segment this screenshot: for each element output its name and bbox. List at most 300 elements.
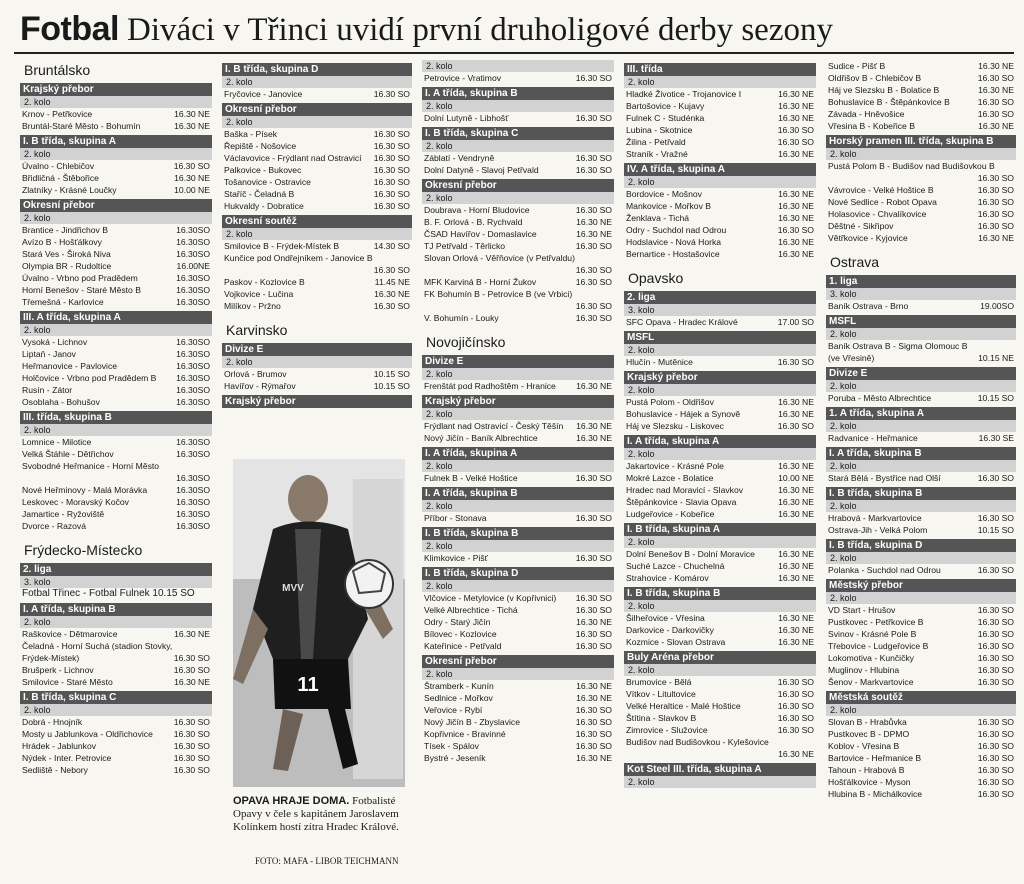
match-time [210, 460, 212, 472]
match-teams: Dolní Lutyně - Libhošť [424, 113, 509, 123]
league-section [826, 275, 1016, 312]
round-label: 2. kolo [624, 664, 816, 676]
round-label: 2. kolo [422, 540, 614, 552]
match-time: 16.30 NE [374, 289, 410, 299]
match-teams [224, 264, 374, 276]
match-time: 10.00 NE [778, 473, 814, 483]
match-row [20, 652, 212, 664]
league-header: I. A třída, skupina A [624, 435, 816, 448]
match-row [826, 676, 1016, 688]
league-section [222, 395, 412, 408]
round-label: 2. kolo [422, 580, 614, 592]
match-time: 16.30 SO [977, 753, 1014, 763]
player-illustration [233, 459, 405, 787]
match-row [20, 284, 212, 296]
match-row [422, 112, 614, 124]
match-time: 16.30 NE [778, 237, 814, 247]
match-time: 16.30 NE [778, 637, 814, 647]
match-time: 16.30 SO [373, 165, 410, 175]
match-time [612, 252, 614, 264]
match-teams: Frýdek-Místek) [22, 653, 80, 663]
match-row [222, 140, 412, 152]
round-label: 2. kolo [826, 500, 1016, 512]
match-row [826, 160, 1016, 172]
match-time: 16.30 SO [575, 301, 612, 311]
match-teams: Mokré Lazce - Bolatice [626, 473, 714, 483]
match-row [20, 740, 212, 752]
match-teams: Háj ve Slezsku B - Bolatice B [828, 85, 940, 95]
match-row [20, 728, 212, 740]
match-time: 16.30 SO [173, 161, 210, 171]
match-teams: Kopřivnice - Bravinné [424, 729, 506, 739]
match-teams: Větřkovice - Kyjovice [828, 233, 908, 243]
match-time: 16.30SO [176, 337, 210, 347]
match-time: 16.30 SO [575, 277, 612, 287]
match-row [826, 120, 1016, 132]
region-heading: Bruntálsko [24, 62, 91, 78]
match-row [20, 360, 212, 372]
match-row [20, 508, 212, 520]
match-row [20, 520, 212, 532]
match-teams: Baník Ostrava B - Sigma Olomouc B [828, 341, 968, 351]
match-time: 16.30 SO [575, 113, 612, 123]
match-time: 16.30 SO [575, 717, 612, 727]
match-time: 16.30 SO [575, 513, 612, 523]
match-teams: Baník Ostrava - Brno [828, 301, 909, 311]
match-teams: Smilovice B - Frýdek-Místek B [224, 241, 340, 251]
league-section [826, 447, 1016, 484]
round-label: 2. kolo [222, 76, 412, 88]
match-teams: Příbor - Stonava [424, 513, 487, 523]
match-teams: Tísek - Spálov [424, 741, 479, 751]
match-time: 16.30 SO [977, 197, 1014, 207]
league-section [422, 447, 614, 484]
match-time: 16.30SO [176, 349, 210, 359]
match-teams: Avízo B - Hošťálkovy [22, 237, 102, 247]
league-header: I. B třída, skupina B [624, 587, 816, 600]
region-heading: Karvinsko [226, 322, 288, 338]
match-teams: Bílovec - Kozlovice [424, 629, 497, 639]
match-row [624, 136, 816, 148]
round-label: 2. kolo [20, 96, 212, 108]
match-teams: Doubrava - Horní Bludovice [424, 205, 530, 215]
match-row [826, 340, 1016, 352]
match-row [20, 120, 212, 132]
match-time: 19.00SO [980, 301, 1014, 311]
match-teams: Palkovice - Bukovec [224, 165, 302, 175]
league-section [624, 331, 816, 368]
league-header: I. A třída, skupina A [422, 447, 614, 460]
match-row [20, 664, 212, 676]
round-label: 2. kolo [826, 420, 1016, 432]
match-row [624, 636, 816, 648]
match-teams: Nový Jičín - Baník Albrechtice [424, 433, 538, 443]
match-teams: Odry - Starý Jičín [424, 617, 491, 627]
match-teams: Pustkovec B - DPMO [828, 729, 910, 739]
match-time: 16.30 SO [977, 109, 1014, 119]
match-row [826, 716, 1016, 728]
league-header: Divize E [222, 343, 412, 356]
league-header: Okresní přebor [422, 655, 614, 668]
round-label: 2. kolo [826, 460, 1016, 472]
match-teams: Štramberk - Kunín [424, 681, 494, 691]
league-header: IV. A třída, skupina A [624, 163, 816, 176]
league-header: Okresní přebor [20, 199, 212, 212]
round-label: 2. kolo [422, 368, 614, 380]
league-section [20, 62, 212, 78]
match-row [624, 112, 816, 124]
match-time: 10.15 SO [977, 393, 1014, 403]
match-teams: Straník - Vražné [626, 149, 688, 159]
match-time: 16.30 SO [977, 173, 1014, 183]
match-time: 16.30 NE [778, 189, 814, 199]
match-row [20, 224, 212, 236]
match-teams: Úvalno - Chlebičov [22, 161, 95, 171]
match-time: 16.30 SO [173, 665, 210, 675]
league-section [20, 563, 212, 600]
match-row [422, 252, 614, 264]
match-time: 16.30SO [176, 397, 210, 407]
match-teams [828, 172, 978, 184]
match-row [624, 124, 816, 136]
match-teams: Oldřišov B - Chlebičov B [828, 73, 922, 83]
match-teams: Milíkov - Pržno [224, 301, 281, 311]
match-teams: Vojkovice - Lučina [224, 289, 294, 299]
match-time [195, 588, 197, 599]
match-teams: Klimkovice - Pišť [424, 553, 488, 563]
league-section [20, 83, 212, 132]
match-row [826, 752, 1016, 764]
league-section [20, 311, 212, 408]
league-section [422, 487, 614, 524]
match-teams: Slovan Orlová - Věřňovice (v Petřvaldu) [424, 253, 575, 263]
match-row [20, 260, 212, 272]
match-time: 16.30 SO [575, 241, 612, 251]
match-time: 16.30SO [176, 473, 210, 483]
match-time: 16.30SO [176, 385, 210, 395]
match-teams: Velké Heraltice - Malé Hoštice [626, 701, 741, 711]
match-row [20, 348, 212, 360]
match-row [20, 296, 212, 308]
match-teams: Dvorce - Razová [22, 521, 86, 531]
match-row [624, 548, 816, 560]
match-teams: Svinov - Krásné Pole B [828, 629, 917, 639]
match-time: 16.00NE [176, 261, 210, 271]
match-time: 16.30 SO [977, 73, 1014, 83]
round-label: 2. kolo [826, 552, 1016, 564]
league-section [422, 655, 614, 764]
region-heading: Novojičínsko [426, 334, 506, 350]
match-time: 16.30SO [176, 373, 210, 383]
match-time: 16.30 SO [777, 689, 814, 699]
league-section [624, 291, 816, 328]
match-row [624, 624, 816, 636]
match-teams: Petrovice - Vratimov [424, 73, 502, 83]
round-label: 2. kolo [422, 408, 614, 420]
match-time: 16.30 NE [576, 421, 612, 431]
match-time: 16.30 SO [777, 357, 814, 367]
match-time: 16.30SO [176, 225, 210, 235]
match-row [826, 108, 1016, 120]
league-section [826, 254, 1016, 270]
match-teams: Lokomotiva - Kunčičky [828, 653, 914, 663]
match-teams: ČSAD Havířov - Domaslavice [424, 229, 537, 239]
match-time [814, 736, 816, 748]
match-teams: Zlatníky - Krásné Loučky [22, 185, 117, 195]
match-time: 16.30SO [176, 449, 210, 459]
match-teams: Fulnek B - Velké Hoštice [424, 473, 518, 483]
match-row [20, 752, 212, 764]
match-row [422, 240, 614, 252]
match-teams: Děštné - Sikřipov [828, 221, 894, 231]
league-header: 1. liga [826, 275, 1016, 288]
match-row [624, 508, 816, 520]
photo-caption [233, 795, 411, 834]
league-section [826, 691, 1016, 800]
match-time: 11.45 NE [374, 277, 410, 287]
match-teams: Nový Jičín B - Zbyslavice [424, 717, 520, 727]
round-label: 2. kolo [20, 212, 212, 224]
match-teams: Štěpánkovice - Slavia Opava [626, 497, 737, 507]
match-teams: Baška - Písek [224, 129, 278, 139]
round-label: 2. kolo [222, 228, 412, 240]
match-time: 16.30SO [176, 509, 210, 519]
match-row [624, 224, 816, 236]
league-section [624, 371, 816, 432]
match-time: 16.30 SO [777, 713, 814, 723]
match-row [422, 552, 614, 564]
league-header: Okresní soutěž [222, 215, 412, 228]
match-teams: Bruntál-Staré Město - Bohumín [22, 121, 141, 131]
league-section [826, 60, 1016, 132]
match-row [20, 460, 212, 472]
match-time: 16.30 NE [778, 485, 814, 495]
match-row [826, 652, 1016, 664]
match-row [624, 700, 816, 712]
match-row [826, 564, 1016, 576]
match-row [826, 628, 1016, 640]
match-row [422, 164, 614, 176]
match-row [826, 60, 1016, 72]
match-time: 16.30SO [176, 237, 210, 247]
match-time: 16.30 SO [977, 565, 1014, 575]
match-teams: Čeladná - Horní Suchá (stadion Stovky, [22, 641, 173, 651]
match-teams: MFK Karviná B - Horní Žukov [424, 277, 537, 287]
match-teams: Jakartovice - Krásné Pole [626, 461, 724, 471]
match-teams [626, 748, 778, 760]
league-section [20, 691, 212, 776]
match-teams: Liptaň - Janov [22, 349, 76, 359]
match-teams: Mankovice - Mořkov B [626, 201, 712, 211]
match-time: 16.30 NE [778, 409, 814, 419]
match-time: 16.30 NE [778, 101, 814, 111]
match-row [624, 688, 816, 700]
match-row [422, 432, 614, 444]
match-time: 16.30 SO [575, 313, 612, 323]
league-header: Městský přebor [826, 579, 1016, 592]
match-teams: Bohuslavice B - Štěpánkovice B [828, 97, 950, 107]
match-time: 16.30 SO [977, 729, 1014, 739]
match-time: 16.30 SO [173, 729, 210, 739]
match-teams: Pustá Polom B - Budišov nad Budišovkou B [828, 161, 995, 171]
match-time: 16.30SO [176, 521, 210, 531]
league-header: III. třída [624, 63, 816, 76]
match-time: 16.30 NE [778, 573, 814, 583]
match-time: 16.30SO [176, 361, 210, 371]
league-section [624, 163, 816, 260]
match-row [826, 764, 1016, 776]
league-section [422, 395, 614, 444]
match-row [422, 228, 614, 240]
match-teams: Hodslavice - Nová Horka [626, 237, 722, 247]
match-row [826, 232, 1016, 244]
match-teams: Hradec nad Moravicí - Slavkov [626, 485, 744, 495]
match-time: 16.30 SO [373, 201, 410, 211]
round-label: 2. kolo [20, 424, 212, 436]
match-row [826, 196, 1016, 208]
match-time: 16.30 SO [977, 741, 1014, 751]
match-row [422, 264, 614, 276]
match-row [826, 184, 1016, 196]
match-row [20, 336, 212, 348]
match-teams: Raškovice - Dětmarovice [22, 629, 118, 639]
match-teams: Třemešná - Karlovice [22, 297, 104, 307]
match-teams: Radvanice - Heřmanice [828, 433, 918, 443]
match-teams: Fotbal Třinec - Fotbal Fulnek 10.15 SO [22, 588, 195, 599]
match-teams: Hrádek - Jablunkov [22, 741, 97, 751]
match-time: 16.30 SO [977, 185, 1014, 195]
league-section [222, 63, 412, 100]
match-row [20, 448, 212, 460]
match-teams: Smilovice - Staré Město [22, 677, 113, 687]
match-time: 16.30 SO [173, 753, 210, 763]
match-time: 16.30 SO [173, 717, 210, 727]
match-row [422, 728, 614, 740]
match-teams: Staříč - Čeladná B [224, 189, 295, 199]
match-row [826, 208, 1016, 220]
match-time: 16.30 SO [977, 617, 1014, 627]
match-time: 16.30 SO [575, 593, 612, 603]
match-time: 16.30 NE [576, 229, 612, 239]
match-teams: Hukvaldy - Dobratice [224, 201, 304, 211]
match-time: 14.30 SO [373, 241, 410, 251]
match-row [624, 724, 816, 736]
match-time: 16.30 SO [977, 777, 1014, 787]
league-section [826, 135, 1016, 244]
match-teams: Třebovice - Ludgeřovice B [828, 641, 929, 651]
match-teams: Brumovice - Bělá [626, 677, 692, 687]
match-row [422, 204, 614, 216]
match-teams: Darkovice - Darkovičky [626, 625, 714, 635]
match-row [826, 300, 1016, 312]
match-time: 16.30 NE [778, 397, 814, 407]
league-section [20, 199, 212, 308]
match-row [624, 560, 816, 572]
match-row [422, 288, 614, 300]
match-teams: Hlubina B - Michálkovice [828, 789, 923, 799]
match-time: 17.00 SO [777, 317, 814, 327]
match-teams [424, 264, 576, 276]
match-row [222, 88, 412, 100]
league-header: III. třída, skupina B [20, 411, 212, 424]
match-time: 16.30 NE [576, 753, 612, 763]
league-header: I. B třída, skupina C [422, 127, 614, 140]
league-section [422, 60, 614, 84]
round-label: 2. kolo [422, 460, 614, 472]
match-teams: Fulnek C - Studénka [626, 113, 705, 123]
match-teams: Zimrovice - Služovice [626, 725, 708, 735]
match-time: 16.30 NE [778, 561, 814, 571]
league-header: Okresní přebor [422, 179, 614, 192]
match-time: 16.30 NE [778, 509, 814, 519]
match-time: 10.15 SO [373, 381, 410, 391]
round-label: 2. kolo [422, 140, 614, 152]
match-teams: Tošanovice - Ostravice [224, 177, 311, 187]
match-row [826, 96, 1016, 108]
match-teams: Kozmice - Slovan Ostrava [626, 637, 726, 647]
caption-text: Fotbalisté Opavy v čele s kapitánem Jaroslavem Kolínkem hostí zítra Hradec Králové. [233, 795, 399, 833]
match-teams: Stará Bělá - Bystřice nad Olší [828, 473, 941, 483]
match-row [422, 216, 614, 228]
match-teams: Šilheřovice - Vřesina [626, 613, 705, 623]
league-header: Divize E [422, 355, 614, 368]
match-time: 16.30 SO [575, 741, 612, 751]
match-time [1014, 160, 1016, 172]
match-row [624, 200, 816, 212]
match-time: 16.30 NE [778, 497, 814, 507]
league-section [826, 315, 1016, 364]
match-row [222, 264, 412, 276]
match-time: 16.30 SO [575, 473, 612, 483]
match-time: 16.30 NE [778, 149, 814, 159]
match-time: 16.30 NE [576, 681, 612, 691]
match-row [222, 240, 412, 252]
match-teams: Háj ve Slezsku - Liskovec [626, 421, 724, 431]
match-teams [424, 300, 576, 312]
match-row [422, 740, 614, 752]
match-teams: Heřmanovice - Pavlovice [22, 361, 118, 371]
match-row [422, 640, 614, 652]
match-time: 16.30 SO [575, 605, 612, 615]
match-row [422, 716, 614, 728]
league-section [624, 587, 816, 648]
match-time: 16.30 SO [977, 765, 1014, 775]
match-teams: Orlová - Brumov [224, 369, 287, 379]
league-header: Krajský přebor [222, 395, 412, 408]
round-label: 2. kolo [624, 448, 816, 460]
match-teams: Bordovice - Mošnov [626, 189, 702, 199]
match-time: 16.30 NE [174, 173, 210, 183]
match-teams: Veřovice - Rybí [424, 705, 483, 715]
match-row [20, 272, 212, 284]
match-time: 16.30SO [176, 249, 210, 259]
match-teams: Paskov - Kozlovice B [224, 277, 305, 287]
match-teams: Bernartice - Hostašovice [626, 249, 720, 259]
match-time: 16.30 SO [575, 265, 612, 275]
match-teams: Koblov - Vřesina B [828, 741, 900, 751]
match-row [826, 392, 1016, 404]
match-row [826, 172, 1016, 184]
round-label: 2. kolo [624, 344, 816, 356]
round-label: 2. kolo [826, 328, 1016, 340]
league-header: I. B třída, skupina D [422, 567, 614, 580]
league-section [422, 355, 614, 392]
match-teams: Muglinov - Hlubina [828, 665, 900, 675]
match-row [422, 276, 614, 288]
match-teams: Ostrava-Jih - Velká Polom [828, 525, 928, 535]
league-header: I. A třída, skupina B [422, 487, 614, 500]
match-row [222, 200, 412, 212]
